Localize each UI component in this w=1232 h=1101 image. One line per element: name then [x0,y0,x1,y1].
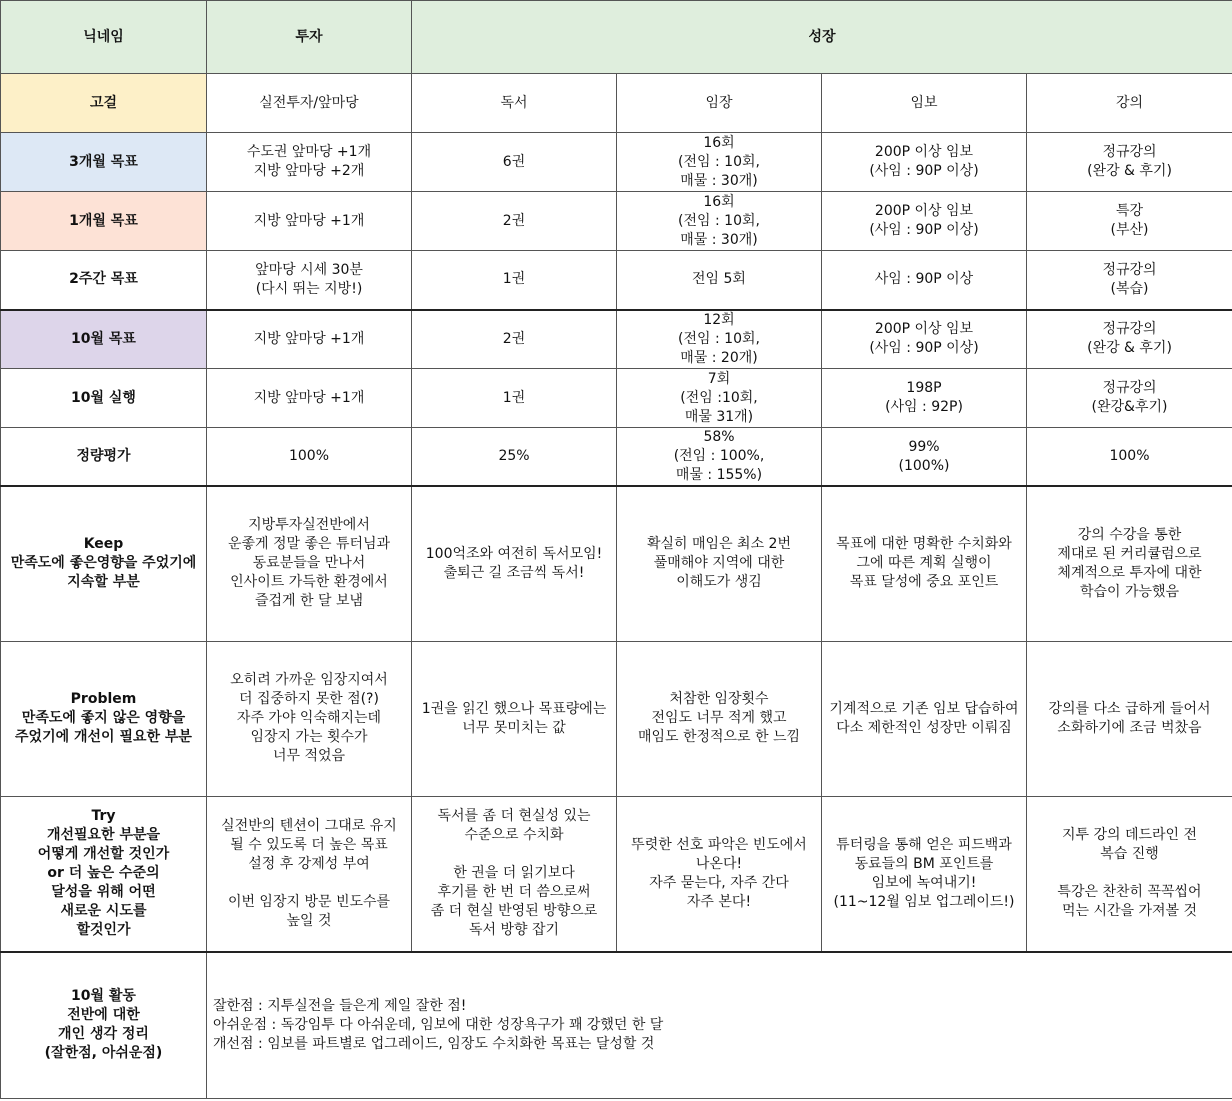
row-goal-2weeks [1,251,1232,310]
header-growth: 성장 [412,1,1232,74]
cell: 사임 : 90P 이상 [822,251,1027,310]
cell: 전임 5회 [617,251,822,310]
row-label: 10월 활동 전반에 대한 개인 생각 정리 (잘한점, 아쉬운점) [1,952,207,1098]
cell: 앞마당 시세 30분 (다시 뛰는 지방!) [207,251,412,310]
row-label: Try 개선필요한 부분을 어떻게 개선할 것인가 or 더 높은 수준의 달성을 위해 어떤 새로운 시도를 할것인가 [1,796,207,952]
col-reading: 독서 [412,74,617,133]
cell: 처참한 임장횟수 전임도 너무 적게 했고 매임도 한정적으로 한 느낌 [617,641,822,796]
row-problem [1,641,1232,796]
cell: 독서를 좀 더 현실성 있는 수준으로 수치화 한 권을 더 읽기보다 후기를 한 번 더 씀으로써 좀 더 현실 반영된 방향으로 독서 방향 잡기 [412,796,617,952]
cell: 16회 (전임 : 10회, 매물 : 30개) [617,192,822,251]
cell: 1권 [412,369,617,428]
header-invest: 투자 [207,1,412,74]
cell: 기계적으로 기존 임보 답습하여 다소 제한적인 성장만 이뤄짐 [822,641,1027,796]
row-goal-1month [1,192,1232,251]
cell: 실전반의 텐션이 그대로 유지 될 수 있도록 더 높은 목표 설정 후 강제성 부여 이번 임장지 방문 빈도수를 높일 것 [207,796,412,952]
cell: 100억조와 여전히 독서모임! 출퇴근 길 조금씩 독서! [412,486,617,641]
cell: 정규강의 (완강&후기) [1027,369,1232,428]
cell: 지방 앞마당 +1개 [207,310,412,369]
row-label: 10월 실행 [1,369,207,428]
col-report: 임보 [822,74,1027,133]
row-label: 2주간 목표 [1,251,207,310]
cell: 지방투자실전반에서 운좋게 정말 좋은 튜터님과 동료분들을 만나서 인사이트 가득한 환경에서 즐겁게 한 달 보냄 [207,486,412,641]
header-row [1,1,1232,74]
col-site-visit: 임장 [617,74,822,133]
summary-text: 잘한점 : 지투실전을 들은게 제일 잘한 점! 아쉬운점 : 독강임투 다 아쉬운데, 임보에 대한 성장욕구가 꽤 강했던 한 달 개선점 : 임보를 파트별로 업그레이드, 임장도 수치화한 목표는 달성할 것 [207,952,1232,1098]
nickname-value: 고걸 [1,74,207,133]
cell: 200P 이상 임보 (사임 : 90P 이상) [822,192,1027,251]
cell: 오히려 가까운 임장지여서 더 집중하지 못한 점(?) 자주 가야 익숙해지는데 임장지 가는 횟수가 너무 적었음 [207,641,412,796]
row-label: 10월 목표 [1,310,207,369]
cell: 지방 앞마당 +1개 [207,192,412,251]
cell: 수도권 앞마당 +1개 지방 앞마당 +2개 [207,133,412,192]
cell: 25% [412,428,617,487]
cell: 정규강의 (완강 & 후기) [1027,133,1232,192]
col-invest: 실전투자/앞마당 [207,74,412,133]
header-nickname: 닉네임 [1,1,207,74]
cell: 200P 이상 임보 (사임 : 90P 이상) [822,133,1027,192]
cell: 16회 (전임 : 10회, 매물 : 30개) [617,133,822,192]
cell: 강의를 다소 급하게 들어서 소화하기에 조금 벅찼음 [1027,641,1232,796]
row-label: 1개월 목표 [1,192,207,251]
row-goal-october [1,310,1232,369]
cell: 6권 [412,133,617,192]
name-row [1,74,1232,133]
row-label: Problem 만족도에 좋지 않은 영향을 주었기에 개선이 필요한 부분 [1,641,207,796]
cell: 100% [1027,428,1232,487]
row-goal-3months [1,133,1232,192]
cell: 지투 강의 데드라인 전 복습 진행 특강은 찬찬히 꼭꼭씹어 먹는 시간을 가져볼 것 [1027,796,1232,952]
row-quantitative-eval [1,428,1232,487]
cell: 58% (전임 : 100%, 매물 : 155%) [617,428,822,487]
row-summary [1,952,1232,1098]
cell: 목표에 대한 명확한 수치화와 그에 따른 계획 실행이 목표 달성에 중요 포인트 [822,486,1027,641]
cell: 99% (100%) [822,428,1027,487]
cell: 2권 [412,192,617,251]
row-label: Keep 만족도에 좋은영향을 주었기에 지속할 부분 [1,486,207,641]
cell: 지방 앞마당 +1개 [207,369,412,428]
cell: 1권을 읽긴 했으나 목표량에는 너무 못미치는 값 [412,641,617,796]
cell: 정규강의 (복습) [1027,251,1232,310]
cell: 7회 (전임 :10회, 매물 31개) [617,369,822,428]
row-label: 정량평가 [1,428,207,487]
cell: 강의 수강을 통한 제대로 된 커리큘럼으로 체계적으로 투자에 대한 학습이 가능했음 [1027,486,1232,641]
col-lecture: 강의 [1027,74,1232,133]
cell: 정규강의 (완강 & 후기) [1027,310,1232,369]
cell: 198P (사임 : 92P) [822,369,1027,428]
cell: 2권 [412,310,617,369]
row-label: 3개월 목표 [1,133,207,192]
cell: 특강 (부산) [1027,192,1232,251]
row-try [1,796,1232,952]
cell: 1권 [412,251,617,310]
cell: 100% [207,428,412,487]
cell: 확실히 매임은 최소 2번 풀매해야 지역에 대한 이해도가 생김 [617,486,822,641]
cell: 12회 (전임 : 10회, 매물 : 20개) [617,310,822,369]
cell: 200P 이상 임보 (사임 : 90P 이상) [822,310,1027,369]
row-october-execution [1,369,1232,428]
cell: 튜터링을 통해 얻은 피드백과 동료들의 BM 포인트를 임보에 녹여내기! (11~12월 임보 업그레이드!) [822,796,1027,952]
cell: 뚜렷한 선호 파악은 빈도에서 나온다! 자주 묻는다, 자주 간다 자주 본다! [617,796,822,952]
row-keep [1,486,1232,641]
